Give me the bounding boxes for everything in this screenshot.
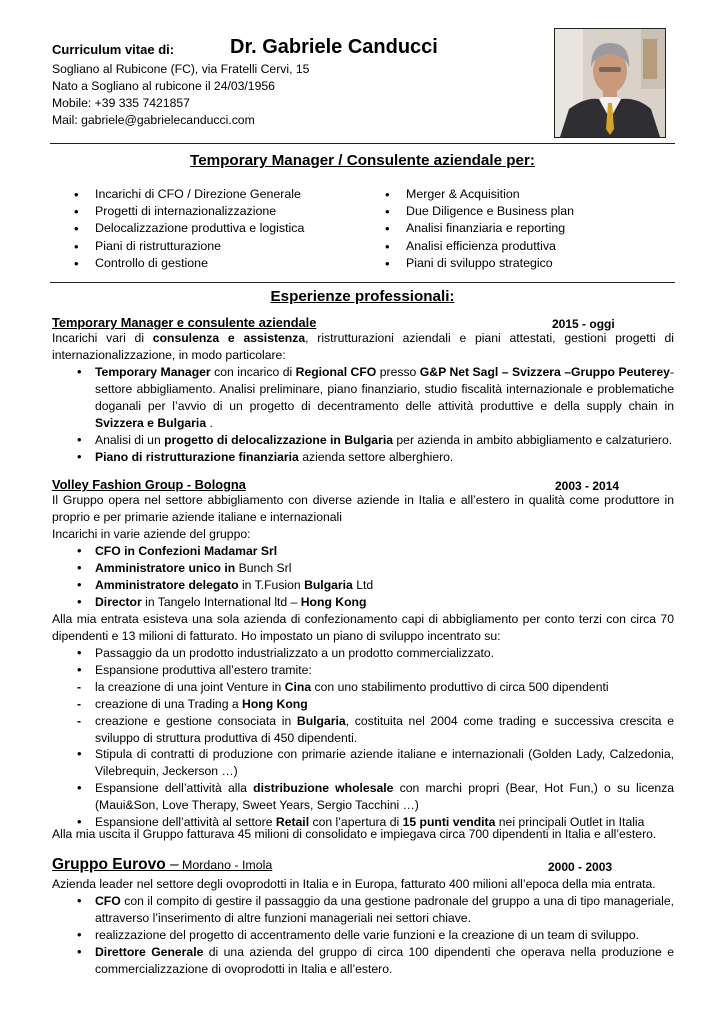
address: Sogliano al Rubicone (FC), via Fratelli Cervi, 15 <box>52 62 310 76</box>
skill-item: • Progetti di internazionalizzazione <box>74 203 304 220</box>
skill-item: • Controllo di gestione <box>74 255 304 272</box>
divider <box>50 282 675 283</box>
job-bullets <box>52 364 674 465</box>
list-item: • Analisi di un progetto di delocalizzazione in Bulgaria per azienda in ambito abbigliamento e calzaturiero. <box>52 432 674 449</box>
skill-item: • Merger & Acquisition <box>385 186 574 203</box>
list-item: • Espansione dell’attività al settore Retail con l’apertura di 15 punti vendita nei principali Outlet in Italia <box>52 814 674 831</box>
skill-item: • Analisi efficienza produttiva <box>385 238 574 255</box>
list-item: • CFO in Confezioni Madamar Srl <box>52 543 674 560</box>
birth-info: Nato a Sogliano al rubicone il 24/03/1956 <box>52 79 275 93</box>
job-years: 2000 - 2003 <box>548 860 613 874</box>
job-title: Volley Fashion Group - Bologna <box>52 477 246 492</box>
list-item: • Piano di ristrutturazione finanziaria azienda settore alberghiero. <box>52 449 674 466</box>
list-item: • Direttore Generale di una azienda del gruppo di circa 100 dipendenti che operava nella produzione e commercializzazione di ovoprodotti in Italia e all’estero. <box>52 944 674 978</box>
job-years: 2015 - oggi <box>552 317 615 331</box>
job-description: Azienda leader nel settore degli ovoprodotti in Italia e in Europa, fatturato 400 milioni all’epoca della mia entrata. <box>52 877 656 891</box>
skill-item: • Delocalizzazione produttiva e logistica <box>74 220 304 237</box>
list-item: • Amministratore unico in Bunch Srl <box>52 560 674 577</box>
skills-left-list <box>74 186 304 272</box>
list-item: • CFO con il compito di gestire il passaggio da una gestione padronale del gruppo a una di tipo manageriale, attraverso l’inserimento di altre funzioni manageriali nei settori chiave. <box>52 893 674 927</box>
job-bullets <box>52 893 674 978</box>
exit-paragraph: Alla mia uscita il Gruppo fatturava 45 milioni di consolidato e impiegava circa 700 dipendenti in Italia e all’estero. <box>52 827 657 841</box>
list-item: • Amministratore delegato in T.Fusion Bulgaria Ltd <box>52 577 674 594</box>
list-item: • Passaggio da un prodotto industrializzato a un prodotto commercializzato. <box>52 645 674 662</box>
email: Mail: gabriele@gabrielecanducci.com <box>52 113 255 127</box>
experience-title: Esperienze professionali: <box>270 288 455 305</box>
skill-item: • Due Diligence e Business plan <box>385 203 574 220</box>
list-item: • Director in Tangelo International ltd – Hong Kong <box>52 594 674 611</box>
portrait-image <box>555 29 665 137</box>
list-item: - creazione di una Trading a Hong Kong <box>52 696 674 713</box>
list-item: - la creazione di una joint Venture in Cina con uno stabilimento produttivo di circa 500 dipendenti <box>52 679 674 696</box>
job-description: Incarichi vari di consulenza e assistenza, ristrutturazioni aziendali e piani attestati, gestioni progetti di internazionalizzazione, in modo particolare: <box>52 331 674 362</box>
development-list <box>52 645 674 831</box>
roles-intro: Incarichi in varie aziende del gruppo: <box>52 527 251 541</box>
job-title: Gruppo Eurovo – Mordano - Imola <box>52 856 273 873</box>
cv-label: Curriculum vitae di: <box>52 42 175 57</box>
profile-title: Temporary Manager / Consulente aziendale per: <box>190 152 535 169</box>
skills-right-list <box>385 186 574 272</box>
mobile: Mobile: +39 335 7421857 <box>52 96 190 110</box>
entry-paragraph: Alla mia entrata esisteva una sola azienda di confezionamento capi di abbigliamento per conto terzi con circa 70 dipendenti e 13 milioni di fatturato. Ho impostato un piano di sviluppo incentrato su: <box>52 612 674 643</box>
divider <box>50 143 675 144</box>
list-item: • realizzazione del progetto di accentramento delle varie funzioni e la creazione di un team di sviluppo. <box>52 927 674 944</box>
job-description: Il Gruppo opera nel settore abbigliamento con diverse aziende in Italia e all’estero in qualità come produttore in proprio e per primarie aziende italiane e internazionali <box>52 493 674 524</box>
list-item: • Espansione dell’attività alla distribuzione wholesale con marchi propri (Bear, Hot Fun,) o su licenza (Maui&Son, Love Therapy, Sweet Years, Sergio Tacchini …) <box>52 780 674 814</box>
list-item: • Stipula di contratti di produzione con primarie aziende italiane e internazionali (Golden Lady, Calzedonia, Vilebrequin, Jeckerson …) <box>52 746 674 780</box>
skill-item: • Piani di sviluppo strategico <box>385 255 574 272</box>
roles-list <box>52 543 674 611</box>
job-title: Temporary Manager e consulente aziendale <box>52 315 317 330</box>
list-item: • Temporary Manager con incarico di Regional CFO presso G&P Net Sagl – Svizzera –Gruppo Peuterey-settore abbigliamento. Analisi preliminare, piano finanziario, studio fiscalità internazionale e problematiche doganali per l’avvio di un progetto di decentramento delle attività produttive e della supply chain in Svizzera e Bulgaria . <box>52 364 674 432</box>
list-item: • Espansione produttiva all’estero tramite: <box>52 662 674 679</box>
profile-photo <box>554 28 666 138</box>
job-years: 2003 - 2014 <box>555 479 620 493</box>
list-item: - creazione e gestione consociata in Bulgaria, costituita nel 2004 come trading e successiva crescita e sviluppo di struttura produttiva di 450 dipendenti. <box>52 713 674 747</box>
candidate-name: Dr. Gabriele Canducci <box>230 36 438 58</box>
skill-item: • Analisi finanziaria e reporting <box>385 220 574 237</box>
skill-item: • Piani di ristrutturazione <box>74 238 304 255</box>
skill-item: • Incarichi di CFO / Direzione Generale <box>74 186 304 203</box>
